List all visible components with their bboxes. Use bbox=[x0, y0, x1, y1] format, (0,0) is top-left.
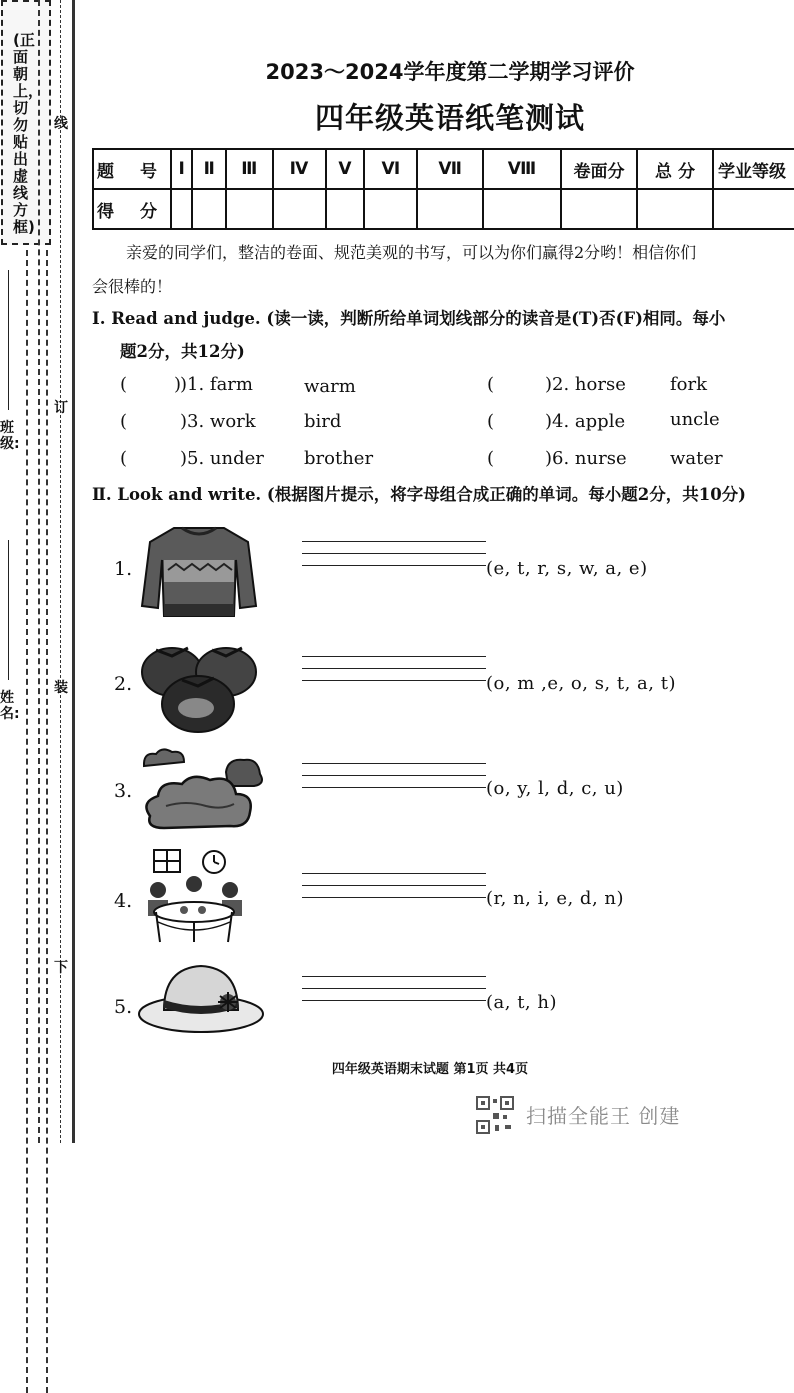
binding-line bbox=[72, 0, 75, 1143]
answer-paren[interactable]: ( bbox=[487, 411, 495, 432]
notice-text: (正面朝上，切勿贴出虚线方框) bbox=[13, 31, 44, 236]
item-label: )5. under bbox=[180, 448, 264, 469]
part1-heading-line-2: 题2分，共12分) bbox=[120, 342, 245, 361]
item-word: brother bbox=[304, 448, 374, 469]
answer-lines[interactable] bbox=[302, 541, 486, 577]
item-label: )1. farm bbox=[180, 374, 253, 395]
col-3: Ⅲ bbox=[226, 149, 272, 189]
cut-line bbox=[38, 0, 40, 1143]
answer-lines[interactable] bbox=[302, 763, 486, 799]
col-1: Ⅰ bbox=[171, 149, 192, 189]
exam-title: 四年级英语纸笔测试 bbox=[314, 101, 585, 135]
score-cell[interactable] bbox=[417, 189, 483, 229]
item-label: )4. apple bbox=[545, 411, 626, 432]
class-field-label: 班级: bbox=[0, 420, 20, 452]
score-cell[interactable] bbox=[226, 189, 272, 229]
row-label-score: 得 分 bbox=[93, 189, 171, 229]
class-field-line[interactable] bbox=[8, 270, 9, 410]
tomatoes-icon bbox=[136, 636, 262, 734]
intro-paragraph bbox=[92, 236, 794, 304]
qr-code-icon bbox=[476, 1096, 514, 1134]
intro-line-1: 亲爱的同学们，整洁的卷面、规范美观的书写，可以为你们赢得2分哟！相信你们 bbox=[126, 243, 697, 262]
col-5: Ⅴ bbox=[326, 149, 365, 189]
item-label: )6. nurse bbox=[545, 448, 627, 469]
letter-hint: (o, m ,e, o, s, t, a, t) bbox=[486, 673, 676, 694]
watermark-text: 扫描全能王 创建 bbox=[526, 1104, 681, 1128]
item-word: fork bbox=[670, 374, 708, 395]
answer-paren[interactable]: ( bbox=[487, 448, 495, 469]
score-cell[interactable] bbox=[273, 189, 326, 229]
col-6: Ⅵ bbox=[364, 149, 417, 189]
scanner-watermark bbox=[474, 1094, 774, 1134]
col-neatness: 卷面分 bbox=[561, 149, 637, 189]
answer-lines[interactable] bbox=[302, 976, 486, 1012]
item-number: 4. bbox=[114, 890, 133, 912]
score-cell[interactable] bbox=[483, 189, 561, 229]
item-number: 3. bbox=[114, 780, 133, 802]
item-number: 5. bbox=[114, 996, 133, 1018]
score-table-score-row bbox=[93, 189, 794, 229]
answer-lines[interactable] bbox=[302, 873, 486, 909]
name-field-label: 姓名: bbox=[0, 690, 20, 722]
score-cell[interactable] bbox=[171, 189, 192, 229]
mark-ding: 订 bbox=[54, 400, 68, 416]
intro-line-2: 会很棒的！ bbox=[92, 277, 173, 296]
letter-hint: (r, n, i, e, d, n) bbox=[486, 888, 625, 909]
cut-line bbox=[46, 250, 48, 1393]
col-7: Ⅶ bbox=[417, 149, 483, 189]
mark-xia: 下 bbox=[54, 960, 68, 976]
mark-xian: 线 bbox=[54, 116, 68, 132]
answer-paren[interactable]: ( bbox=[120, 448, 128, 469]
cloudy-icon bbox=[136, 744, 266, 836]
part1-heading-line-1: Ⅰ. Read and judge. (读一读，判断所给单词划线部分的读音是(T)否(F)相同。每小 bbox=[92, 309, 726, 328]
score-cell[interactable] bbox=[326, 189, 365, 229]
item-word: water bbox=[670, 448, 723, 469]
score-cell[interactable] bbox=[364, 189, 417, 229]
letter-hint: (a, t, h) bbox=[486, 992, 557, 1013]
mark-zhuang: 装 bbox=[54, 680, 68, 696]
cut-line bbox=[26, 250, 28, 1393]
dinner-icon bbox=[136, 846, 252, 946]
score-cell[interactable] bbox=[192, 189, 226, 229]
item-word: bird bbox=[304, 411, 342, 432]
answer-lines[interactable] bbox=[302, 656, 486, 692]
answer-paren[interactable]: ( bbox=[120, 411, 128, 432]
col-4: Ⅳ bbox=[273, 149, 326, 189]
binding-strip bbox=[0, 0, 78, 1143]
score-table-header-row bbox=[93, 149, 794, 189]
letter-hint: (o, y, l, d, c, u) bbox=[486, 778, 624, 799]
score-cell[interactable] bbox=[637, 189, 713, 229]
answer-paren[interactable]: ( bbox=[487, 374, 495, 395]
col-total: 总 分 bbox=[637, 149, 713, 189]
col-2: Ⅱ bbox=[192, 149, 226, 189]
part1-heading bbox=[92, 302, 794, 368]
exam-subtitle: 2023～2024学年度第二学期学习评价 bbox=[265, 60, 635, 84]
item-word: uncle bbox=[670, 409, 720, 430]
score-cell[interactable] bbox=[561, 189, 637, 229]
item-label: )2. horse bbox=[545, 374, 626, 395]
answer-paren[interactable]: ( bbox=[120, 374, 128, 395]
col-8: Ⅷ bbox=[483, 149, 561, 189]
page-footer: 四年级英语期末试题 第1页 共4页 bbox=[331, 1062, 529, 1077]
sweater-icon bbox=[136, 520, 262, 620]
item-number: 1. bbox=[114, 558, 133, 580]
hat-icon bbox=[136, 958, 266, 1038]
paren-close: ) bbox=[174, 374, 182, 395]
notice-box bbox=[1, 0, 51, 245]
item-number: 2. bbox=[114, 673, 133, 695]
score-cell[interactable] bbox=[713, 189, 794, 229]
score-table bbox=[92, 148, 794, 230]
part2-heading: Ⅱ. Look and write. (根据图片提示，将字母组合成正确的单词。每小题2分，共10分) bbox=[92, 485, 746, 504]
row-label-question: 题 号 bbox=[93, 149, 171, 189]
item-word: warm bbox=[304, 376, 356, 397]
letter-hint: (e, t, r, s, w, a, e) bbox=[486, 558, 648, 579]
item-label: )3. work bbox=[180, 411, 256, 432]
col-level: 学业等级 bbox=[713, 149, 794, 189]
name-field-line[interactable] bbox=[8, 540, 9, 680]
